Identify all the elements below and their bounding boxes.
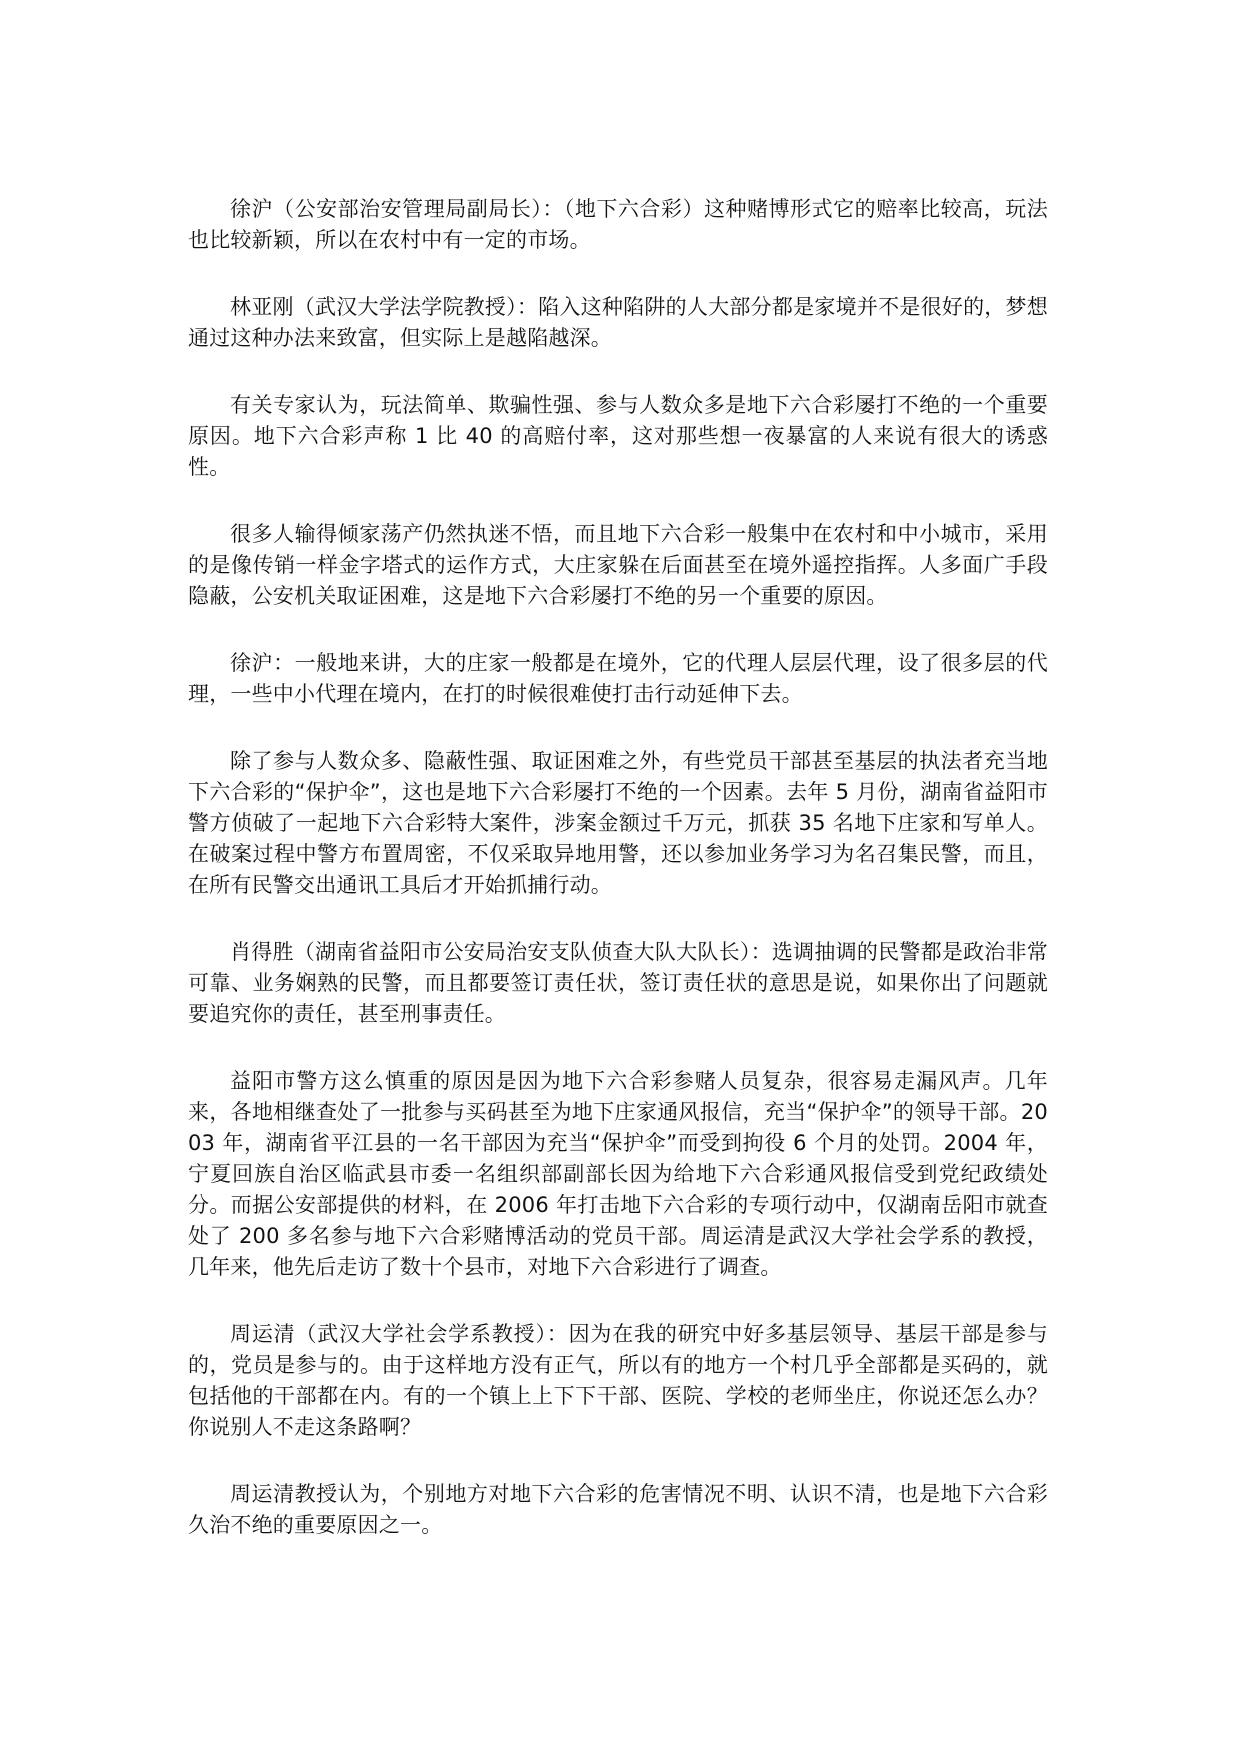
paragraph: 徐沪：一般地来讲，大的庄家一般都是在境外，它的代理人层层代理，设了很多层的代理，一些中小代理在境内，在打的时候很难使打击行动延伸下去。: [188, 651, 1048, 706]
paragraph: 益阳市警方这么慎重的原因是因为地下六合彩参赌人员复杂，很容易走漏风声。几年来，各地相继查处了一批参与买码甚至为地下庄家通风报信，充当“保护伞”的领导干部。2003 年，湖南省平江县的一名干部因为充当“保护伞”而受到拘役 6 个月的处罚。2004 年，宁夏回族自治区临武县市委一名组织部副部长因为给地下六合彩通风报信受到党纪政绩处分。而据公安部提供的材料，在 2006 年打击地下六合彩的专项行动中，仅湖南岳阳市就查处了 200 多名参与地下六合彩赌博活动的党员干部。周运清是武汉大学社会学系的教授，几年来，他先后走访了数十个县市，对地下六合彩进行了调查。: [188, 1069, 1048, 1279]
paragraph: 周运清（武汉大学社会学系教授）：因为在我的研究中好多基层领导、基层干部是参与的，党员是参与的。由于这样地方没有正气，所以有的地方一个村几乎全部都是买码的，就包括他的干部都在内。有的一个镇上上下下干部、医院、学校的老师坐庄，你说还怎么办？你说别人不走这条路啊？: [188, 1322, 1048, 1439]
paragraph: 很多人输得倾家荡产仍然执迷不悟，而且地下六合彩一般集中在农村和中小城市，采用的是像传销一样金字塔式的运作方式，大庄家躲在后面甚至在境外遥控指挥。人多面广手段隐蔽，公安机关取证困难，这是地下六合彩屡打不绝的另一个重要的原因。: [188, 522, 1048, 608]
paragraph: 有关专家认为，玩法简单、欺骗性强、参与人数众多是地下六合彩屡打不绝的一个重要原因。地下六合彩声称 1 比 40 的高赔付率，这对那些想一夜暴富的人来说有很大的诱惑性。: [188, 393, 1048, 479]
paragraph: 徐沪（公安部治安管理局副局长）：（地下六合彩）这种赌博形式它的赔率比较高，玩法也比较新颖，所以在农村中有一定的市场。: [188, 197, 1048, 252]
paragraph: 除了参与人数众多、隐蔽性强、取证困难之外，有些党员干部甚至基层的执法者充当地下六合彩的“保护伞”，这也是地下六合彩屡打不绝的一个因素。去年 5 月份，湖南省益阳市警方侦破了一起地下六合彩特大案件，涉案金额过千万元，抓获 35 名地下庄家和写单人。在破案过程中警方布置周密，不仅采取异地用警，还以参加业务学习为名召集民警，而且，在所有民警交出通讯工具后才开始抓捕行动。: [188, 749, 1048, 897]
paragraph: 肖得胜（湖南省益阳市公安局治安支队侦查大队大队长）：选调抽调的民警都是政治非常可靠、业务娴熟的民警，而且都要签订责任状，签订责任状的意思是说，如果你出了问题就要追究你的责任，甚至刑事责任。: [188, 940, 1048, 1026]
paragraph: 周运清教授认为，个别地方对地下六合彩的危害情况不明、认识不清，也是地下六合彩久治不绝的重要原因之一。: [188, 1482, 1048, 1537]
paragraph: 林亚刚（武汉大学法学院教授）：陷入这种陷阱的人大部分都是家境并不是很好的，梦想通过这种办法来致富，但实际上是越陷越深。: [188, 295, 1048, 350]
article-body: [188, 194, 1048, 1577]
